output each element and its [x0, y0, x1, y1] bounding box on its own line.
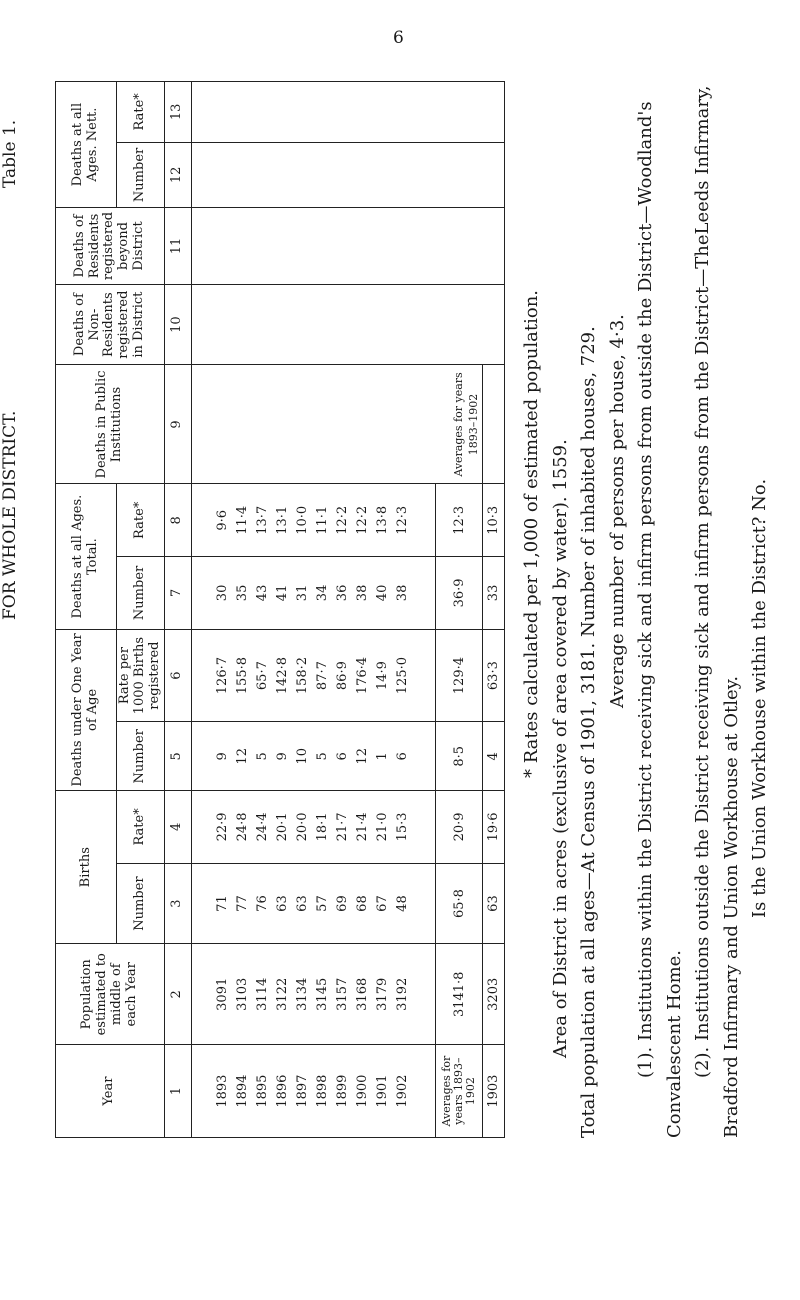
value-infant-number: 6	[395, 752, 411, 761]
note-institutions-within: (1). Institutions within the District receiving sick and infirm persons from outside the District—Woodland's	[635, 101, 656, 1078]
total-rate-cell	[191, 484, 435, 557]
header-births: Births	[56, 791, 117, 944]
value-total-number: 34	[315, 584, 331, 602]
row-1903-total-number: 33	[483, 557, 505, 630]
value-total-rate: 13·8	[375, 505, 391, 535]
avg-births-rate: 20·9	[436, 791, 483, 864]
value-total-rate: 12·2	[335, 505, 351, 535]
value-total-number: 36	[335, 584, 351, 602]
header-infant-number: Number	[117, 722, 165, 791]
header-total-deaths: Deaths at all Ages. Total.	[56, 484, 117, 629]
infant-rate-cell	[191, 629, 435, 722]
value-total-number: 38	[355, 584, 371, 602]
value-births-number: 63	[295, 895, 311, 912]
vital-statistics-table	[55, 81, 505, 1138]
column-number: 3	[164, 863, 191, 944]
header-total-number: Number	[117, 557, 165, 630]
row-1903-population: 3203	[483, 944, 505, 1045]
value-population: 3179	[375, 977, 391, 1011]
years-cell	[191, 1045, 435, 1138]
value-births-number: 69	[335, 895, 351, 912]
header-total-rate: Rate*	[117, 484, 165, 557]
value-births-number: 77	[235, 895, 251, 912]
value-population: 3103	[235, 977, 251, 1011]
value-births-rate: 20·1	[275, 812, 291, 842]
value-infant-rate: 158·2	[295, 657, 311, 695]
value-population: 3168	[355, 977, 371, 1011]
value-births-rate: 24·4	[255, 812, 271, 842]
column-number: 11	[164, 208, 191, 285]
value-births-number: 57	[315, 895, 331, 912]
value-total-number: 31	[295, 584, 311, 602]
value-infant-number: 5	[255, 752, 271, 761]
header-births-number: Number	[117, 863, 165, 944]
value-population: 3134	[295, 977, 311, 1011]
header-residents-beyond: Deaths of Residents registered beyond District	[56, 208, 165, 285]
value-total-rate: 12·2	[355, 505, 371, 535]
avg-births-number: 65·8	[436, 863, 483, 944]
column-number: 2	[164, 944, 191, 1045]
value-births-rate: 20·0	[295, 812, 311, 842]
value-infant-number: 6	[335, 752, 351, 761]
header-nett-number: Number	[117, 142, 165, 208]
footnotes	[518, 38, 775, 1138]
value-infant-rate: 155·8	[235, 657, 251, 695]
value-population: 3122	[275, 977, 291, 1011]
value-infant-number: 12	[235, 748, 251, 765]
header-population: Population estimated to middle of each Year	[56, 944, 165, 1045]
value-births-rate: 18·1	[315, 812, 331, 842]
value-births-number: 63	[275, 895, 291, 912]
row-1903-infant-rate: 63·3	[483, 629, 505, 722]
row-1903-infant-number: 4	[483, 722, 505, 791]
column-number: 13	[164, 82, 191, 143]
value-year: 1901	[375, 1074, 391, 1108]
value-births-rate: 24·8	[235, 812, 251, 842]
avg-infant-rate: 129·4	[436, 629, 483, 722]
header-births-rate: Rate*	[117, 791, 165, 864]
value-infant-number: 1	[375, 752, 391, 761]
row-1903-births-number: 63	[483, 863, 505, 944]
value-infant-number: 5	[315, 752, 331, 761]
column-number: 7	[164, 557, 191, 630]
value-infant-rate: 142·8	[275, 657, 291, 695]
value-total-number: 38	[395, 584, 411, 602]
value-total-rate: 13·7	[255, 505, 271, 535]
value-year: 1896	[275, 1074, 291, 1108]
value-year: 1893	[215, 1074, 231, 1108]
value-births-number: 68	[355, 895, 371, 912]
population-cell	[191, 944, 435, 1045]
value-year: 1894	[235, 1074, 251, 1108]
column-number: 10	[164, 284, 191, 365]
value-total-number: 30	[215, 584, 231, 602]
value-total-rate: 11·1	[315, 505, 331, 535]
avg-population: 3141·8	[436, 944, 483, 1045]
note-rates: * Rates calculated per 1,000 of estimated population.	[521, 289, 542, 778]
header-nett-deaths: Deaths at all Ages. Nett.	[56, 82, 117, 208]
value-total-number: 41	[275, 584, 291, 602]
value-population: 3145	[315, 977, 331, 1011]
column-number: 8	[164, 484, 191, 557]
value-population: 3091	[215, 977, 231, 1011]
nett-rate-cell	[191, 82, 504, 143]
note-institutions-outside: (2). Institutions outside the District receiving sick and infirm persons from the District—TheLeeds Infirmary,	[692, 85, 713, 1078]
row-1903-public	[483, 365, 505, 484]
value-population: 3157	[335, 977, 351, 1011]
column-number: 6	[164, 629, 191, 722]
value-births-number: 67	[375, 895, 391, 912]
note-convalescent-home: Convalescent Home.	[663, 949, 685, 1138]
value-total-rate: 9·6	[215, 509, 231, 531]
column-number: 12	[164, 142, 191, 208]
value-total-rate: 12·3	[395, 505, 411, 535]
births-rate-cell	[191, 791, 435, 864]
total-number-cell	[191, 557, 435, 630]
row-1903-year: 1903	[483, 1045, 505, 1138]
value-births-number: 71	[215, 895, 231, 912]
resident-beyond-cell	[191, 208, 504, 285]
value-infant-rate: 176·4	[355, 657, 371, 695]
value-infant-number: 9	[215, 752, 231, 761]
value-infant-rate: 125·0	[395, 657, 411, 695]
averages-label: Averages for years 1893–1902	[436, 1045, 483, 1138]
value-infant-rate: 14·9	[375, 661, 391, 691]
column-number-row	[164, 82, 191, 1138]
header-infant-rate: Rate per 1000 Births registered	[117, 629, 165, 722]
births-number-cell	[191, 863, 435, 944]
value-infant-number: 9	[275, 752, 291, 761]
value-infant-number: 10	[295, 748, 311, 765]
row-1903-births-rate: 19·6	[483, 791, 505, 864]
value-total-rate: 11·4	[235, 505, 251, 535]
nett-number-cell	[191, 142, 504, 208]
value-population: 3114	[255, 977, 271, 1011]
value-year: 1898	[315, 1074, 331, 1108]
avg-infant-number: 8·5	[436, 722, 483, 791]
header-non-residents: Deaths of Non-Residents registered in District	[56, 284, 165, 365]
page-number: 6	[393, 28, 404, 48]
avg-total-rate: 12·3	[436, 484, 483, 557]
header-nett-rate: Rate*	[117, 82, 165, 143]
value-year: 1895	[255, 1074, 271, 1108]
value-population: 3192	[395, 977, 411, 1011]
value-total-number: 40	[375, 584, 391, 602]
row-1903-total-rate: 10·3	[483, 484, 505, 557]
note-area: Area of District in acres (exclusive of area covered by water). 1559.	[549, 439, 571, 1058]
column-number: 4	[164, 791, 191, 864]
value-births-rate: 15·3	[395, 812, 411, 842]
value-births-number: 76	[255, 895, 271, 912]
note-average-persons: Average number of persons per house, 4·3.	[606, 314, 628, 708]
note-infirmaries: Bradford Infirmary and Union Workhouse at Otley.	[720, 675, 742, 1138]
value-births-rate: 21·4	[355, 812, 371, 842]
value-infant-number: 12	[355, 748, 371, 765]
value-infant-rate: 126·7	[215, 657, 231, 695]
value-year: 1902	[395, 1074, 411, 1108]
value-births-rate: 21·0	[375, 812, 391, 842]
header-year: Year	[56, 1045, 165, 1138]
avg-total-number: 36·9	[436, 557, 483, 630]
infant-number-cell	[191, 722, 435, 791]
note-workhouse-question: Is the Union Workhouse within the District? No.	[749, 478, 770, 918]
value-births-number: 48	[395, 895, 411, 912]
value-total-number: 35	[235, 584, 251, 602]
value-year: 1900	[355, 1074, 371, 1108]
header-public-institutions: Deaths in Public Institutions	[56, 365, 165, 484]
value-total-rate: 13·1	[275, 505, 291, 535]
non-resident-cell	[191, 284, 504, 365]
value-total-rate: 10·0	[295, 505, 311, 535]
header-infant-deaths: Deaths under One Year of Age	[56, 629, 117, 790]
public-averages-label: Averages for years 1893–1902	[191, 365, 483, 484]
column-number: 1	[164, 1045, 191, 1138]
value-infant-rate: 86·9	[335, 661, 351, 691]
column-number: 9	[164, 365, 191, 484]
value-infant-rate: 87·7	[315, 661, 331, 691]
value-total-number: 43	[255, 584, 271, 602]
column-number: 5	[164, 722, 191, 791]
value-births-rate: 21·7	[335, 812, 351, 842]
value-infant-rate: 65·7	[255, 661, 271, 691]
table-label: Table 1.	[0, 119, 20, 188]
yearly-data-row	[191, 82, 435, 1138]
page-title: FOR WHOLE DISTRICT.	[0, 410, 20, 620]
value-births-rate: 22·9	[215, 812, 231, 842]
value-year: 1897	[295, 1074, 311, 1108]
value-year: 1899	[335, 1074, 351, 1108]
note-population: Total population at all ages—At Census of 1901, 3181. Number of inhabited houses, 729.	[578, 326, 599, 1138]
